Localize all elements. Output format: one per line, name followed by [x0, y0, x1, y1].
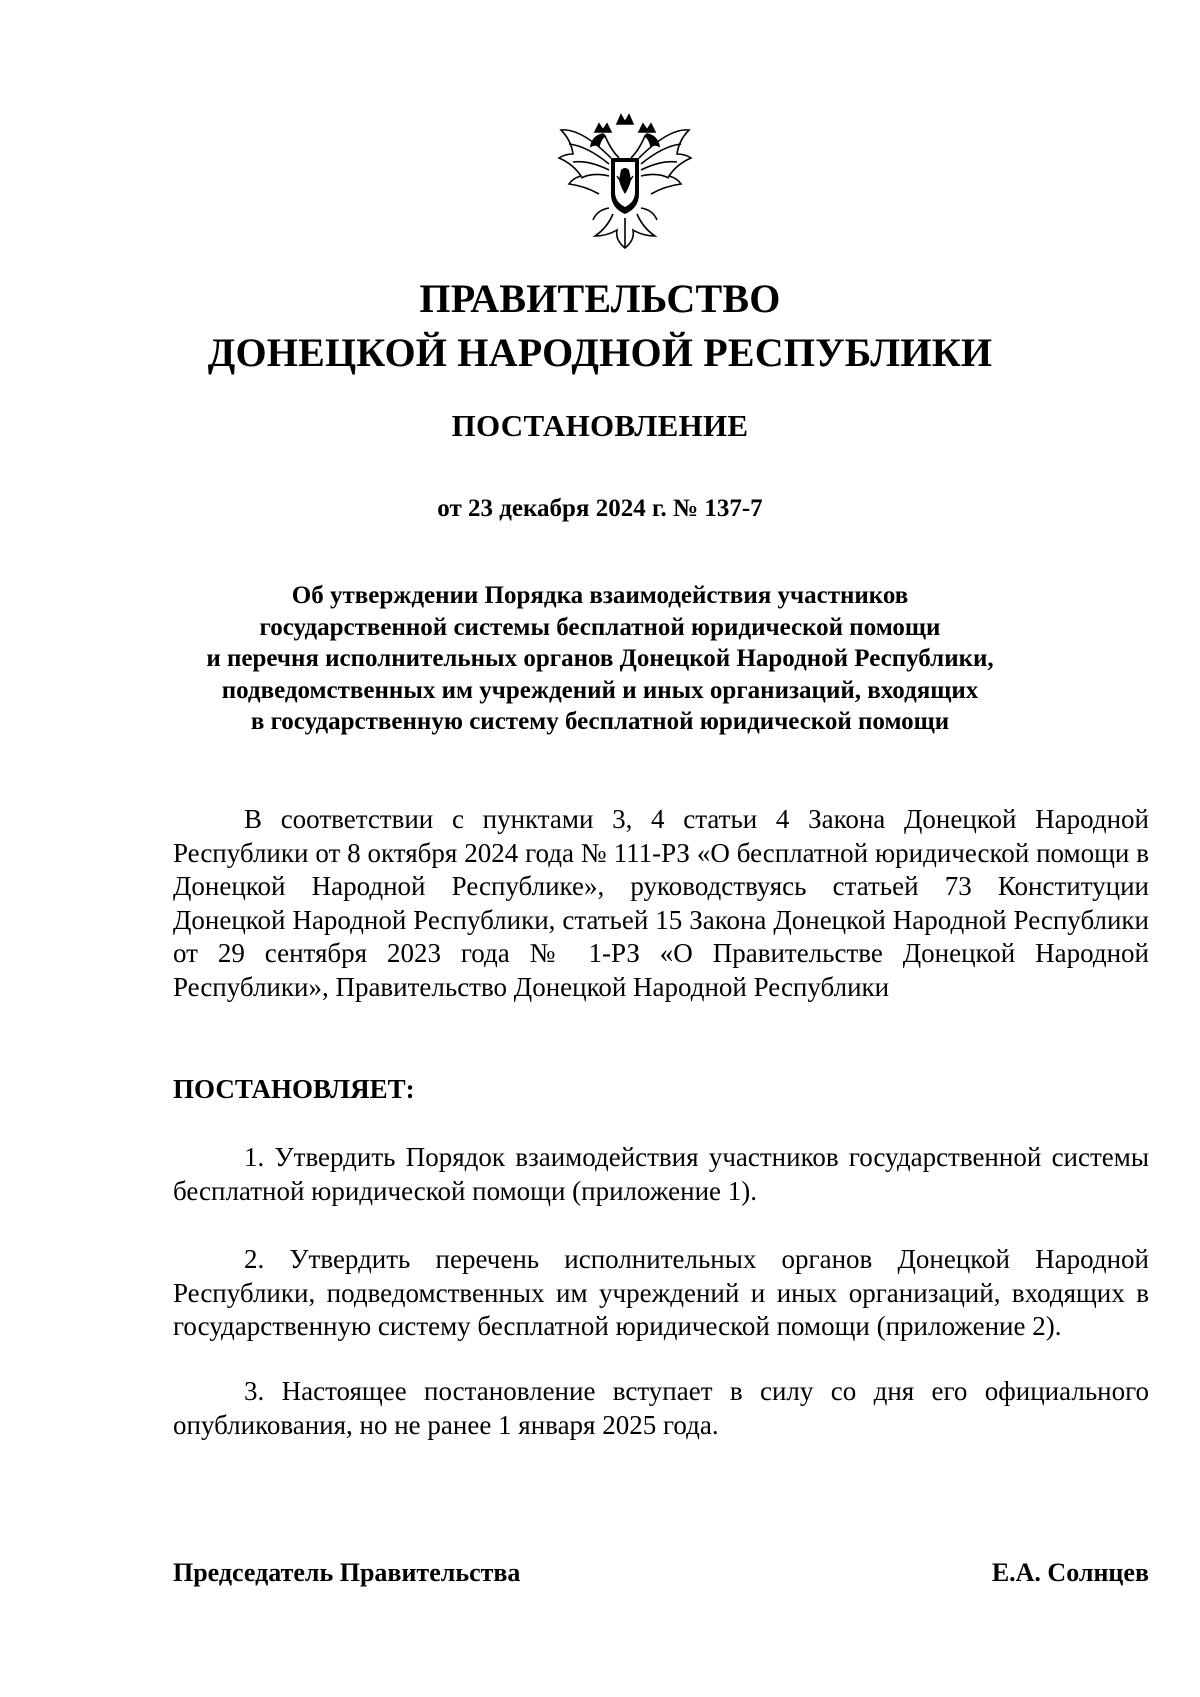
org-name-line-1: ПРАВИТЕЛЬСТВО — [419, 276, 781, 321]
document-date-number: от 23 декабря 2024 г. № 137-7 — [437, 495, 763, 522]
preamble-paragraph: В соответствии с пунктами 3, 4 статьи 4 Закона Донецкой Народной Республики от 8 октября 2024 года № 111-РЗ «О бесплатной юридической помощи в Донецкой Народной Республике», руководствуясь статьей 73 Конституции Донецкой Народной Республики, статьей 15 Закона Донецкой Народной Республики от 29 сентября 2023 года № 1-РЗ «О Правительстве Донецкой Народной Республики», Правительство Донецкой Народной Республики — [173, 804, 1149, 1002]
government-title — [0, 272, 1200, 380]
subject-line-3: и перечня исполнительных органов Донецкой Народной Республики, — [206, 645, 994, 672]
resolves-heading: ПОСТАНОВЛЯЕТ: — [173, 1074, 415, 1104]
org-name-line-2: ДОНЕЦКОЙ НАРОДНОЙ РЕСПУБЛИКИ — [207, 330, 993, 375]
subject-line-1: Об утверждении Порядка взаимодействия участников — [291, 582, 909, 609]
signature-block — [173, 1556, 1149, 1590]
subject-line-5: в государственную систему бесплатной юридической помощи — [250, 708, 950, 735]
signatory-name: Е.А. Солнцев — [991, 1558, 1149, 1587]
subject-line-2: государственной системы бесплатной юридической помощи — [259, 613, 941, 641]
document-type: ПОСТАНОВЛЕНИЕ — [451, 408, 749, 443]
resolution-item-3: 3. Настоящее постановление вступает в силу со дня его официального опубликования, но не ранее 1 января 2025 года. — [173, 1376, 1149, 1440]
document-subject — [0, 580, 1200, 738]
resolution-item-2: 2. Утвердить перечень исполнительных органов Донецкой Народной Республики, подведомственных им учреждений и иных организаций, входящих в государственную систему бесплатной юридической помощи (приложение 2). — [173, 1244, 1149, 1341]
signatory-position: Председатель Правительства — [173, 1558, 521, 1587]
resolution-item-1: 1. Утвердить Порядок взаимодействия участников государственной системы бесплатной юридической помощи (приложение 1). — [173, 1142, 1149, 1206]
double-headed-eagle-emblem-icon — [551, 110, 699, 258]
subject-line-4: подведомственных им учреждений и иных организаций, входящих — [221, 676, 979, 704]
